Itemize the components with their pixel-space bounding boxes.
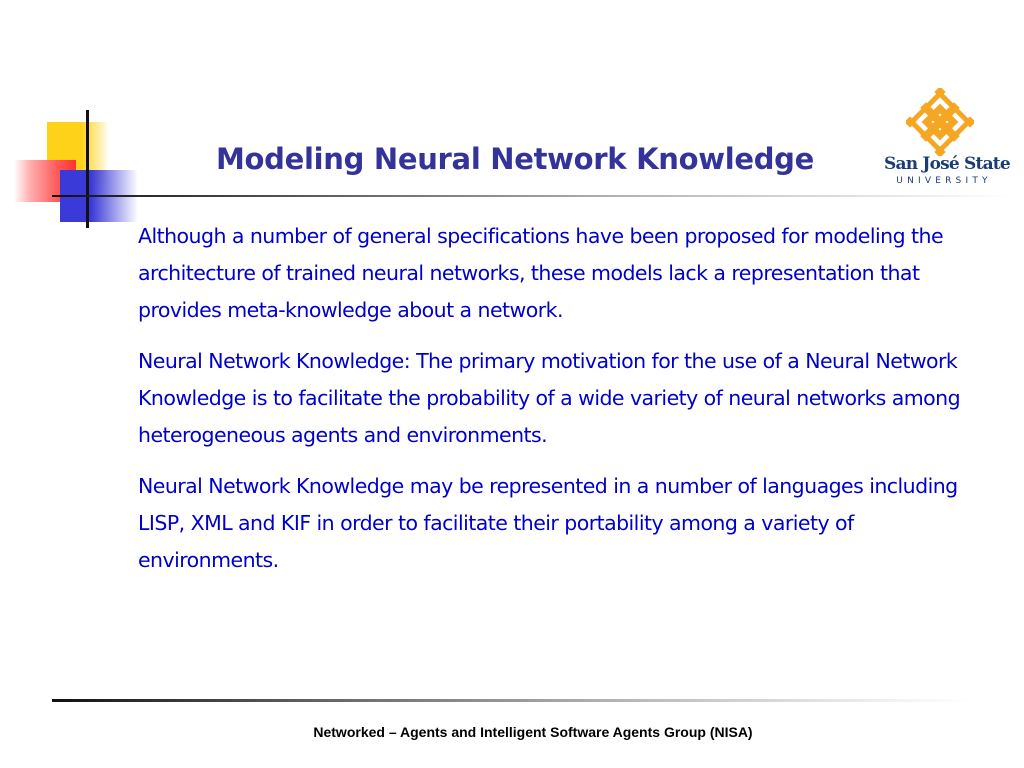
title-underline-rule	[52, 195, 1012, 197]
body-paragraph: Neural Network Knowledge: The primary motivation for the use of a Neural Network Knowledge is to facilitate the probability of a wide variety of neural networks among heterogeneous agents and environments.	[138, 349, 961, 447]
logo-university-subtitle: UNIVERSITY	[896, 176, 992, 186]
slide-title: Modeling Neural Network Knowledge	[215, 142, 814, 176]
footer-rule	[52, 699, 972, 702]
body-paragraph: Neural Network Knowledge may be represented in a number of languages including LISP, XML and KIF in order to facilitate their portability among a variety of environments.	[138, 474, 958, 572]
body-paragraph: Although a number of general specifications have been proposed for modeling the architecture of trained neural networks, these models lack a representation that provides meta-knowledge about a network.	[138, 224, 944, 322]
footer-text: Networked – Agents and Intelligent Software Agents Group (NISA)	[313, 724, 753, 740]
slide-body	[138, 218, 988, 593]
logo-university-name: San José State	[884, 154, 1010, 174]
university-logo	[884, 88, 1010, 188]
sjsu-seal-icon	[906, 88, 974, 156]
vertical-rule	[86, 110, 89, 228]
